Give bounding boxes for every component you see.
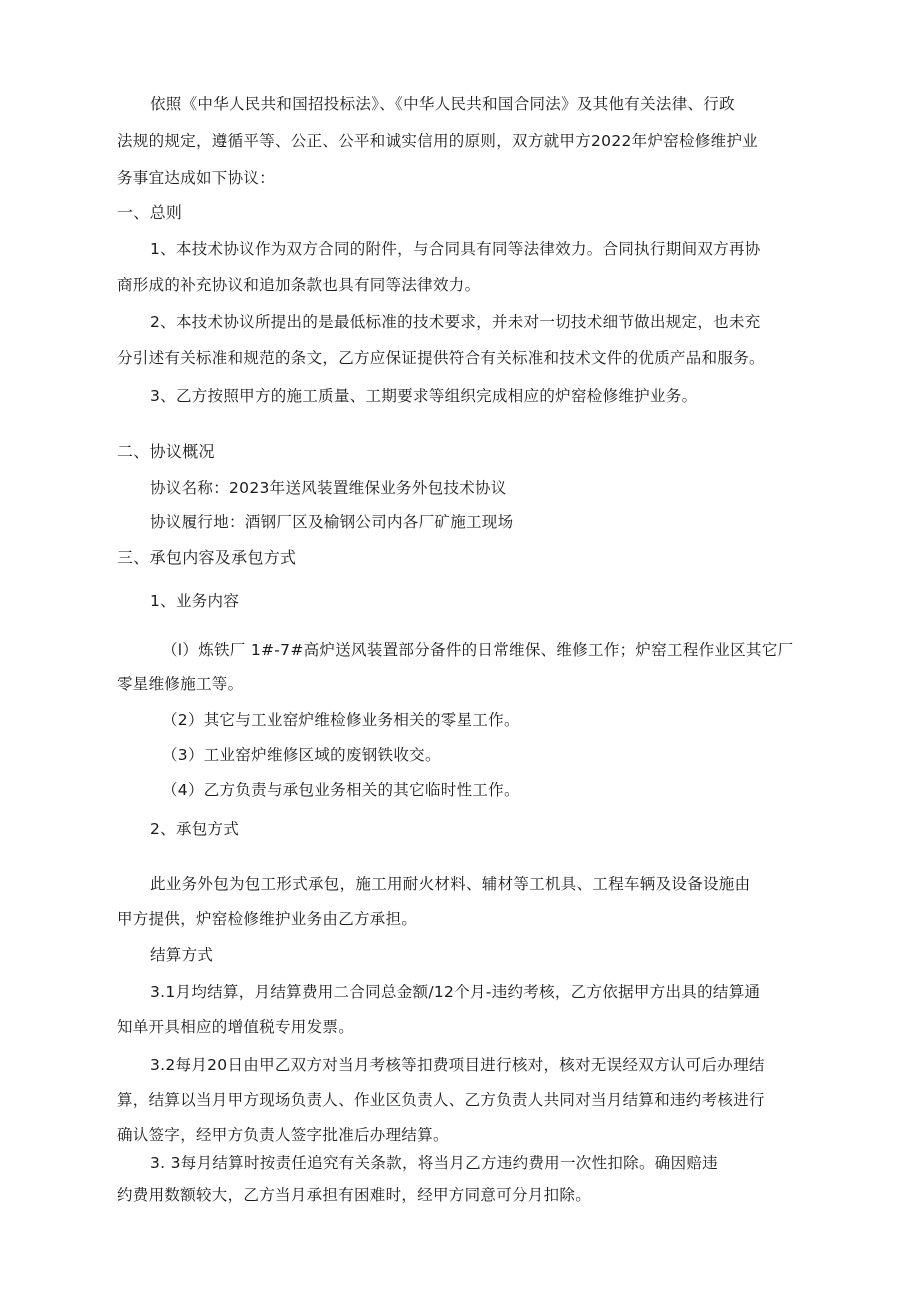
settlement-3-2-line-1: 3.2每月20日由甲乙双方对当月考核等扣费项目进行核对，核对无误经双方认可后办理结 [150, 1056, 765, 1074]
settlement-3-1-line-1: 3.1月均结算，月结算费用二合同总金额/12个月-违约考核，乙方依据甲方出具的结算通 [150, 983, 761, 1001]
preamble-line-1: 依照《中华人民共和国招投标法》、《中华人民共和国合同法》及其他有关法律、行政 [150, 95, 735, 113]
settlement-heading: 结算方式 [150, 946, 214, 964]
clause-2-line-2: 分引述有关标准和规范的条文，乙方应保证提供符合有关标准和技术文件的优质产品和服务。 [117, 349, 765, 367]
business-item-1-line-1: （l）炼铁厂 1#-7#高炉送风装置部分备件的日常维保、维修工作；炉窑工程作业区其它厂 [162, 641, 794, 659]
agreement-name: 协议名称：2023年送风装置维保业务外包技术协议 [150, 479, 507, 497]
business-item-1-line-2: 零星维修施工等。 [117, 675, 244, 693]
section-3-heading: 三、承包内容及承包方式 [117, 548, 297, 567]
clause-3-line-1: 3、乙方按照甲方的施工质量、工期要求等组织完成相应的炉窑检修维护业务。 [150, 387, 698, 405]
settlement-3-1-line-2: 知单开具相应的增值税专用发票。 [117, 1018, 355, 1036]
section-1-heading: 一、总则 [117, 203, 183, 222]
settlement-3-3-line-2: 约费用数额较大，乙方当月承担有困难时，经甲方同意可分月扣除。 [117, 1186, 592, 1204]
preamble-line-2: 法规的规定，遵循平等、公正、公平和诚实信用的原则，双方就甲方2022年炉窑检修维护业 [117, 132, 759, 150]
business-item-3: （3）工业窑炉维修区域的废钢铁收交。 [162, 746, 441, 764]
settlement-3-3-line-1: 3. 3每月结算时按责任追究有关条款，将当月乙方违约费用一次性扣除。确因赔违 [150, 1154, 718, 1172]
settlement-3-2-line-2: 算，结算以当月甲方现场负责人、作业区负责人、乙方负责人共同对当月结算和违约考核进行 [117, 1091, 765, 1109]
settlement-3-2-line-3: 确认签字，经甲方负责人签字批准后办理结算。 [117, 1126, 449, 1144]
contract-method-line-1: 此业务外包为包工形式承包，施工用耐火材料、辅材等工机具、工程车辆及设备设施由 [150, 875, 751, 893]
section-2-heading: 二、协议概况 [117, 442, 215, 461]
business-item-2: （2）其它与工业窑炉维检修业务相关的零星工作。 [162, 711, 520, 729]
preamble-line-3: 务事宜达成如下协议： [117, 169, 276, 187]
clause-1-line-2: 商形成的补充协议和追加条款也具有同等法律效力。 [117, 276, 481, 294]
contract-method-line-2: 甲方提供，炉窑检修维护业务由乙方承担。 [117, 910, 418, 928]
clause-1-line-1: 1、本技术协议作为双方合同的附件，与合同具有同等法律效力。合同执行期间双方再协 [150, 240, 761, 258]
subsection-1-heading: 1、业务内容 [150, 592, 240, 610]
subsection-2-heading: 2、承包方式 [150, 820, 240, 838]
clause-2-line-1: 2、本技术协议所提出的是最低标准的技术要求，并未对一切技术细节做出规定，也未充 [150, 313, 761, 331]
business-item-4: （4）乙方负责与承包业务相关的其它临时性工作。 [162, 781, 520, 799]
agreement-place: 协议履行地：酒钢厂区及榆钢公司内各厂矿施工现场 [150, 513, 514, 531]
